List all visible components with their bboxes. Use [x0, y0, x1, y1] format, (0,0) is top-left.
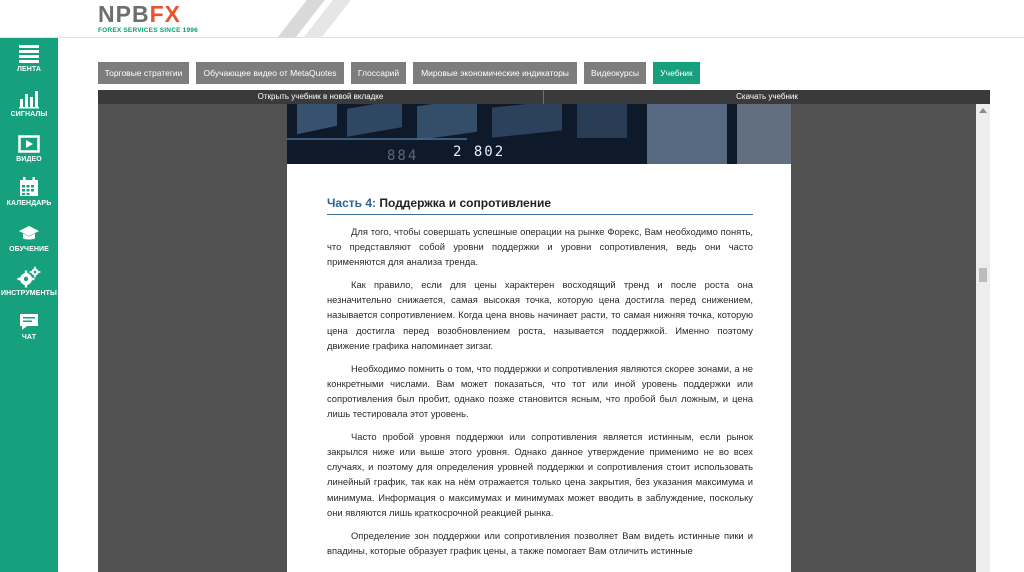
- sidebar-item-label: КАЛЕНДАРЬ: [6, 200, 52, 207]
- logo-wordmark: NPBFX: [98, 1, 181, 27]
- top-bar: [0, 0, 1024, 38]
- sidebar-item-label: СИГНАЛЫ: [10, 111, 48, 118]
- scrollbar-thumb[interactable]: [979, 268, 987, 282]
- sidebar-item-education[interactable]: [0, 224, 58, 253]
- tab-glossary[interactable]: Глоссарий: [351, 62, 406, 84]
- open-in-new-tab-button[interactable]: Открыть учебник в новой вкладке: [257, 92, 384, 101]
- paragraph: Определение зон поддержки или сопротивления позволяет Вам видеть истинные пики и впадины, которые образует график цены, а также помогает Вам отличить истинные: [327, 529, 753, 556]
- gears-icon: [17, 266, 41, 288]
- tab-economic-indicators[interactable]: Мировые экономические индикаторы: [413, 62, 577, 84]
- sidebar-item-label: ВИДЕО: [16, 156, 42, 163]
- paragraph: Необходимо помнить о том, что поддержки и сопротивления являются скорее зонами, а не конкретными числами. Вам может показаться, что тот или иной уровень поддержки или сопротивления был пробит, однако позже становится ясным, что пробой был ложным, и цена лишь тестировала этот уровень.: [327, 362, 753, 420]
- sidebar-item-tools[interactable]: [0, 266, 58, 297]
- paragraph: Как правило, если для цены характерен восходящий тренд и после роста она незначительно снижается, самая высокая точка, которую цена достигла перед снижением, называется сопротивлением. Когда цена вновь начинает расти, то самая нижняя точка, которую цена достигла перед возобновлением роста, называется поддержкой. Именно поэтому движение графика напоминает зигзаг.: [327, 279, 753, 351]
- tab-video-courses[interactable]: Видеокурсы: [584, 62, 646, 84]
- scroll-up-icon[interactable]: [979, 108, 987, 113]
- paragraph: Часто пробой уровня поддержки или сопротивления является истинным, если рынок закрылся ниже или выше этого уровня. Однако данное утверждение применимо не во всех случаях, и поэтому для определения уровней поддержки и сопротивления стоит использовать линейный график, так как на нём отражается только цена закрытия, без указания максимума и минимума. Информация о максимумах и минимумах может вводить в заблуждение, поскольку они являются лишь краткосрочной реакцией рынка.: [327, 431, 753, 518]
- logo-tagline: FOREX SERVICES SINCE 1996: [98, 27, 198, 34]
- tab-metaquotes-video[interactable]: Обучающее видео от MetaQuotes: [196, 62, 344, 84]
- heading-title: Поддержка и сопротивление: [379, 196, 552, 210]
- video-play-icon: [18, 134, 40, 154]
- sidebar: [0, 38, 58, 572]
- document-body: [327, 224, 753, 566]
- download-textbook-button[interactable]: Скачать учебник: [736, 92, 798, 101]
- bar-chart-icon: [18, 89, 40, 109]
- sidebar-item-label: ЛЕНТА: [16, 66, 42, 73]
- heading-part: Часть 4:: [327, 196, 377, 210]
- page-header-image: [287, 104, 791, 164]
- sidebar-item-chat[interactable]: [0, 312, 58, 341]
- chat-icon: [18, 312, 40, 332]
- paragraph: Для того, чтобы совершать успешные операции на рынке Форекс, Вам необходимо понять, что представляют собой уровни поддержки и уровни сопротивления, ведь они часто применяются для анализа тренда.: [327, 226, 753, 268]
- sidebar-item-label: ИНСТРУМЕНТЫ: [1, 290, 57, 297]
- sidebar-item-label: ОБУЧЕНИЕ: [9, 246, 49, 253]
- calendar-icon: [18, 176, 40, 198]
- sidebar-item-feed[interactable]: [0, 44, 58, 73]
- page-title: [327, 196, 753, 215]
- graduation-cap-icon: [18, 224, 40, 244]
- tab-textbook[interactable]: Учебник: [653, 62, 700, 84]
- viewer-scrollbar[interactable]: [976, 104, 990, 572]
- hero-digits: 2 802: [453, 144, 506, 160]
- hero-digits-faded: 884: [387, 148, 419, 164]
- viewer-toolbar: [98, 90, 990, 104]
- feed-icon: [18, 44, 40, 64]
- document-page: [287, 104, 791, 572]
- sidebar-item-signals[interactable]: [0, 89, 58, 118]
- brand-logo[interactable]: [98, 3, 198, 34]
- tab-trading-strategies[interactable]: Торговые стратегии: [98, 62, 189, 84]
- sidebar-item-video[interactable]: [0, 134, 58, 163]
- sidebar-item-label: ЧАТ: [21, 334, 37, 341]
- document-viewer[interactable]: [98, 104, 976, 572]
- sidebar-item-calendar[interactable]: [0, 176, 58, 207]
